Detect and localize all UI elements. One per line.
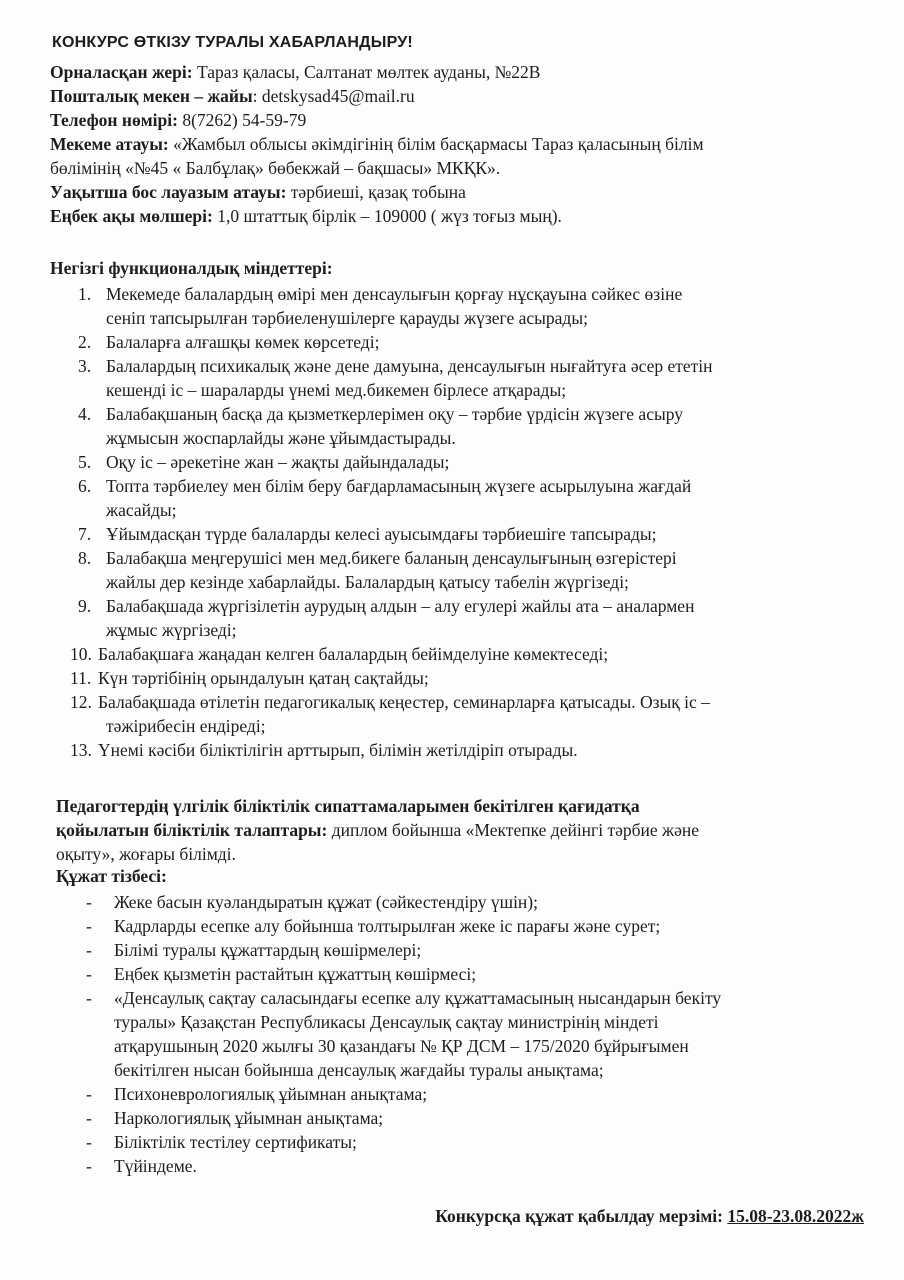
requirements-heading: Педагогтердің үлгілік біліктілік сипаттамаларымен бекітілген қағидатқа xyxy=(56,796,640,816)
item-text: Біліктілік тестілеу сертификаты; xyxy=(114,1132,357,1152)
item-text: атқарушының 2020 жылғы 30 қазандағы № ҚР ДСМ – 175/2020 бұйрығымен xyxy=(114,1036,689,1056)
dash-bullet: - xyxy=(86,1108,92,1128)
postal-value: : detskysad45@mail.ru xyxy=(252,86,415,106)
dash-bullet: - xyxy=(86,940,92,960)
requirements-block xyxy=(56,794,856,866)
item-text: бекітілген нысан бойынша денсаулық жағдайы туралы анықтама; xyxy=(114,1060,604,1080)
vacancy-value: тәрбиеші, қазақ тобына xyxy=(286,182,466,202)
item-number: 9. xyxy=(78,596,92,616)
item-number: 11. xyxy=(70,668,92,688)
dash-bullet: - xyxy=(86,988,92,1008)
item-number: 4. xyxy=(78,404,92,424)
item-text: Үнемі кәсіби біліктілігін арттырып, білімін жетілдіріп отырады. xyxy=(98,740,578,760)
item-text: сеніп тапсырылған тәрбиеленушілерге қарауды жүзеге асырады; xyxy=(106,308,588,328)
list-item xyxy=(86,938,856,962)
location-value: Тараз қаласы, Салтанат мөлтек ауданы, №22В xyxy=(192,62,541,82)
list-item xyxy=(86,914,856,938)
item-text: Топта тәрбиелеу мен білім беру бағдарламасының жүзеге асырылуына жағдай xyxy=(106,476,692,496)
item-number: 3. xyxy=(78,356,92,376)
item-text: Психоневрологиялық ұйымнан анықтама; xyxy=(114,1084,428,1104)
list-item xyxy=(70,690,868,738)
phone-value: 8(7262) 54-59-79 xyxy=(177,110,307,130)
item-text: Білімі туралы құжаттардың көшірмелері; xyxy=(114,940,422,960)
item-number: 2. xyxy=(78,332,92,352)
salary-label: Еңбек ақы мөлшері: xyxy=(50,206,213,226)
requirements-text-2: оқыту», жоғары білімді. xyxy=(56,844,236,864)
phone-label: Телефон нөмірі: xyxy=(50,110,178,130)
item-text: жұмысын жоспарлайды және ұйымдастырады. xyxy=(106,428,456,448)
deadline-line xyxy=(435,1206,864,1227)
deadline-date: 15.08-23.08.2022ж xyxy=(727,1206,864,1226)
list-item xyxy=(86,986,856,1082)
item-number: 6. xyxy=(78,476,92,496)
org-line-2 xyxy=(50,156,870,180)
list-item xyxy=(78,282,868,330)
item-text: «Денсаулық сақтау саласындағы есепке алу құжаттамасының нысандарын бекіту xyxy=(114,988,722,1008)
item-number: 8. xyxy=(78,548,92,568)
duties-list xyxy=(70,282,868,762)
list-item xyxy=(78,546,868,594)
org-label: Мекеме атауы: xyxy=(50,134,169,154)
list-item xyxy=(86,890,856,914)
dash-bullet: - xyxy=(86,916,92,936)
postal-label: Пошталық мекен – жайы xyxy=(50,86,253,106)
dash-bullet: - xyxy=(86,1156,92,1176)
item-number: 13. xyxy=(70,740,92,760)
item-text: Балабақшада өтілетін педагогикалық кеңестер, семинарларға қатысады. Озық іс – xyxy=(98,692,710,712)
item-text: Ұйымдасқан түрде балаларды келесі ауысымдағы тәрбиешіге тапсырады; xyxy=(106,524,657,544)
documents-heading: Құжат тізбесі: xyxy=(56,866,167,886)
item-text: жұмыс жүргізеді; xyxy=(106,620,237,640)
list-item xyxy=(78,354,868,402)
item-text: Кадрларды есепке алу бойынша толтырылған жеке іс парағы және сурет; xyxy=(114,916,661,936)
list-item xyxy=(78,402,868,450)
dash-bullet: - xyxy=(86,1084,92,1104)
location-label: Орналасқан жері: xyxy=(50,62,193,82)
item-text: Оқу іс – әрекетіне жан – жақты дайындалады; xyxy=(106,452,450,472)
list-item xyxy=(70,642,868,666)
vacancy-line xyxy=(50,180,870,204)
org-line xyxy=(50,132,870,156)
requirements-heading-2: қойылатын біліктілік талаптары: xyxy=(56,820,328,840)
item-text: жайлы дер кезінде хабарлайды. Балалардың қатысу табелін жүргізеді; xyxy=(106,572,629,592)
list-item xyxy=(70,738,868,762)
item-text: Балаларға алғашқы көмек көрсетеді; xyxy=(106,332,380,352)
item-text: тәжірибесін ендіреді; xyxy=(106,716,266,736)
item-text: Күн тәртібінің орындалуын қатаң сақтайды; xyxy=(98,668,429,688)
item-text: Балабақшада жүргізілетін аурудың алдын – алу егулері жайлы ата – аналармен xyxy=(106,596,695,616)
item-text: Түйіндеме. xyxy=(114,1156,197,1176)
org-value-2: бөлімінің «№45 « Балбұлақ» бөбекжай – бақшасы» МКҚК». xyxy=(50,158,501,178)
deadline-label: Конкурсқа құжат қабылдау мерзімі: xyxy=(435,1206,728,1226)
dash-bullet: - xyxy=(86,1132,92,1152)
item-text: Балалардың психикалық және дене дамуына, денсаулығын нығайтуға әсер ететін xyxy=(106,356,713,376)
item-text: Балабақша меңгерушісі мен мед.бикеге баланың денсаулығының өзгерістері xyxy=(106,548,677,568)
item-text: Балабақшаға жаңадан келген балалардың бейімделуіне көмектеседі; xyxy=(98,644,609,664)
list-item xyxy=(86,1154,856,1178)
list-item xyxy=(86,1106,856,1130)
list-item xyxy=(86,1130,856,1154)
info-block xyxy=(50,60,870,228)
location-line xyxy=(50,60,870,84)
salary-value: 1,0 штаттық бірлік – 109000 ( жүз тоғыз мың). xyxy=(212,206,562,226)
documents-list xyxy=(86,890,856,1178)
item-text: Жеке басын куәландыратын құжат (сәйкестендіру үшін); xyxy=(114,892,538,912)
item-text: жасайды; xyxy=(106,500,177,520)
dash-bullet: - xyxy=(86,964,92,984)
list-item xyxy=(86,1082,856,1106)
item-number: 12. xyxy=(70,692,92,712)
item-number: 5. xyxy=(78,452,92,472)
dash-bullet: - xyxy=(86,892,92,912)
item-number: 10. xyxy=(70,644,92,664)
vacancy-label: Уақытша бос лауазым атауы: xyxy=(50,182,287,202)
list-item xyxy=(78,594,868,642)
item-text: Наркологиялық ұйымнан анықтама; xyxy=(114,1108,384,1128)
postal-line xyxy=(50,84,870,108)
salary-line xyxy=(50,204,870,228)
item-number: 1. xyxy=(78,284,92,304)
item-text: туралы» Қазақстан Республикасы Денсаулық сақтау министрінің міндеті xyxy=(114,1012,659,1032)
item-text: Балабақшаның басқа да қызметкерлерімен оқу – тәрбие үрдісін жүзеге асыру xyxy=(106,404,683,424)
item-text: Мекемеде балалардың өмірі мен денсаулығын қорғау нұсқауына сәйкес өзіне xyxy=(106,284,683,304)
org-value-1: «Жамбыл облысы әкімдігінің білім басқармасы Тараз қаласының білім xyxy=(168,134,704,154)
announcement-title: КОНКУРС ӨТКІЗУ ТУРАЛЫ ХАБАРЛАНДЫРУ! xyxy=(52,34,413,51)
list-item xyxy=(78,474,868,522)
duties-heading: Негізгі функционалдық міндеттері: xyxy=(50,258,333,278)
item-text: Еңбек қызметін растайтын құжаттың көшірмесі; xyxy=(114,964,477,984)
list-item xyxy=(86,962,856,986)
list-item xyxy=(78,450,868,474)
list-item xyxy=(78,330,868,354)
list-item xyxy=(78,522,868,546)
item-number: 7. xyxy=(78,524,92,544)
phone-line xyxy=(50,108,870,132)
item-text: кешенді іс – шараларды үнемі мед.бикемен бірлесе атқарады; xyxy=(106,380,567,400)
list-item xyxy=(70,666,868,690)
requirements-text: диплом бойынша «Мектепке дейінгі тәрбие және xyxy=(327,820,700,840)
